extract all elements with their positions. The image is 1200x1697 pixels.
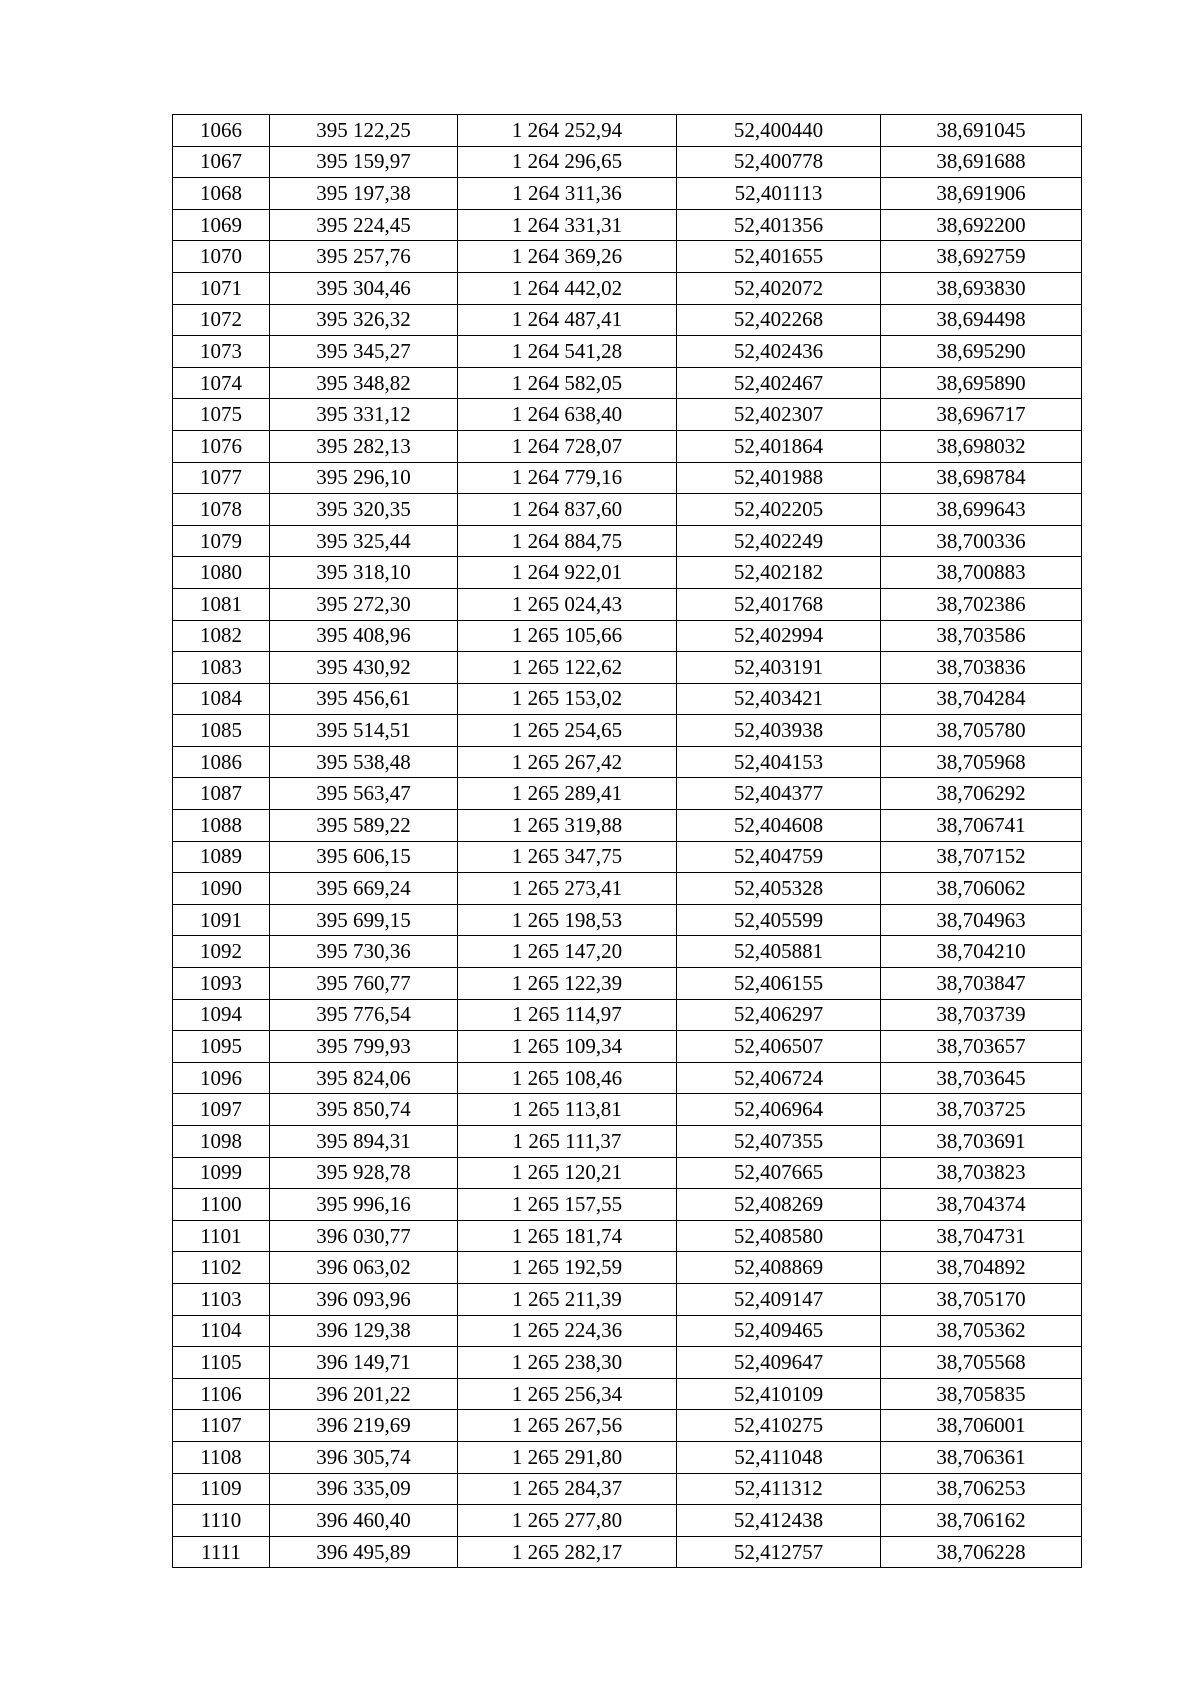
- point-number-cell: 1110: [173, 1505, 270, 1537]
- table-row: [173, 683, 1082, 715]
- table-row: [173, 746, 1082, 778]
- longitude-cell: 38,695290: [881, 336, 1082, 368]
- point-number-cell: 1090: [173, 873, 270, 905]
- point-number-cell: 1092: [173, 936, 270, 968]
- x-coordinate-cell: 395 996,16: [270, 1189, 458, 1221]
- y-coordinate-cell: 1 264 582,05: [458, 367, 677, 399]
- table-row: [173, 557, 1082, 589]
- coordinates-table: [172, 114, 1082, 1568]
- y-coordinate-cell: 1 264 311,36: [458, 178, 677, 210]
- y-coordinate-cell: 1 265 113,81: [458, 1094, 677, 1126]
- y-coordinate-cell: 1 265 273,41: [458, 873, 677, 905]
- latitude-cell: 52,402182: [677, 557, 881, 589]
- point-number-cell: 1102: [173, 1252, 270, 1284]
- table-row: [173, 904, 1082, 936]
- y-coordinate-cell: 1 265 120,21: [458, 1157, 677, 1189]
- table-row: [173, 1410, 1082, 1442]
- table-row: [173, 936, 1082, 968]
- x-coordinate-cell: 395 894,31: [270, 1126, 458, 1158]
- y-coordinate-cell: 1 264 369,26: [458, 241, 677, 273]
- latitude-cell: 52,402268: [677, 304, 881, 336]
- y-coordinate-cell: 1 265 291,80: [458, 1441, 677, 1473]
- point-number-cell: 1070: [173, 241, 270, 273]
- longitude-cell: 38,703739: [881, 999, 1082, 1031]
- latitude-cell: 52,406507: [677, 1031, 881, 1063]
- table-row: [173, 1062, 1082, 1094]
- table-row: [173, 241, 1082, 273]
- longitude-cell: 38,706001: [881, 1410, 1082, 1442]
- x-coordinate-cell: 395 606,15: [270, 841, 458, 873]
- table-row: [173, 1094, 1082, 1126]
- table-row: [173, 1126, 1082, 1158]
- table-row: [173, 873, 1082, 905]
- coordinates-table-body: [173, 115, 1082, 1568]
- x-coordinate-cell: 395 799,93: [270, 1031, 458, 1063]
- y-coordinate-cell: 1 264 331,31: [458, 209, 677, 241]
- point-number-cell: 1075: [173, 399, 270, 431]
- latitude-cell: 52,402436: [677, 336, 881, 368]
- longitude-cell: 38,704210: [881, 936, 1082, 968]
- x-coordinate-cell: 395 760,77: [270, 968, 458, 1000]
- y-coordinate-cell: 1 265 114,97: [458, 999, 677, 1031]
- latitude-cell: 52,401864: [677, 430, 881, 462]
- point-number-cell: 1067: [173, 146, 270, 178]
- longitude-cell: 38,704284: [881, 683, 1082, 715]
- y-coordinate-cell: 1 265 347,75: [458, 841, 677, 873]
- x-coordinate-cell: 395 669,24: [270, 873, 458, 905]
- table-row: [173, 1252, 1082, 1284]
- latitude-cell: 52,406724: [677, 1062, 881, 1094]
- point-number-cell: 1083: [173, 652, 270, 684]
- table-row: [173, 1505, 1082, 1537]
- x-coordinate-cell: 396 093,96: [270, 1283, 458, 1315]
- longitude-cell: 38,703725: [881, 1094, 1082, 1126]
- x-coordinate-cell: 396 149,71: [270, 1347, 458, 1379]
- y-coordinate-cell: 1 265 282,17: [458, 1536, 677, 1568]
- point-number-cell: 1105: [173, 1347, 270, 1379]
- table-row: [173, 841, 1082, 873]
- table-row: [173, 336, 1082, 368]
- point-number-cell: 1098: [173, 1126, 270, 1158]
- point-number-cell: 1089: [173, 841, 270, 873]
- x-coordinate-cell: 395 325,44: [270, 525, 458, 557]
- point-number-cell: 1111: [173, 1536, 270, 1568]
- longitude-cell: 38,691688: [881, 146, 1082, 178]
- longitude-cell: 38,703836: [881, 652, 1082, 684]
- x-coordinate-cell: 396 030,77: [270, 1220, 458, 1252]
- point-number-cell: 1095: [173, 1031, 270, 1063]
- latitude-cell: 52,409647: [677, 1347, 881, 1379]
- point-number-cell: 1073: [173, 336, 270, 368]
- x-coordinate-cell: 396 063,02: [270, 1252, 458, 1284]
- point-number-cell: 1069: [173, 209, 270, 241]
- point-number-cell: 1088: [173, 810, 270, 842]
- table-row: [173, 209, 1082, 241]
- longitude-cell: 38,694498: [881, 304, 1082, 336]
- longitude-cell: 38,693830: [881, 272, 1082, 304]
- latitude-cell: 52,406155: [677, 968, 881, 1000]
- x-coordinate-cell: 395 282,13: [270, 430, 458, 462]
- y-coordinate-cell: 1 265 267,56: [458, 1410, 677, 1442]
- longitude-cell: 38,705362: [881, 1315, 1082, 1347]
- latitude-cell: 52,410109: [677, 1378, 881, 1410]
- x-coordinate-cell: 395 224,45: [270, 209, 458, 241]
- table-row: [173, 1315, 1082, 1347]
- y-coordinate-cell: 1 265 109,34: [458, 1031, 677, 1063]
- x-coordinate-cell: 395 430,92: [270, 652, 458, 684]
- table-row: [173, 525, 1082, 557]
- y-coordinate-cell: 1 265 289,41: [458, 778, 677, 810]
- latitude-cell: 52,402994: [677, 620, 881, 652]
- point-number-cell: 1085: [173, 715, 270, 747]
- x-coordinate-cell: 395 331,12: [270, 399, 458, 431]
- y-coordinate-cell: 1 264 922,01: [458, 557, 677, 589]
- longitude-cell: 38,703823: [881, 1157, 1082, 1189]
- latitude-cell: 52,408269: [677, 1189, 881, 1221]
- latitude-cell: 52,404153: [677, 746, 881, 778]
- y-coordinate-cell: 1 265 198,53: [458, 904, 677, 936]
- latitude-cell: 52,407355: [677, 1126, 881, 1158]
- latitude-cell: 52,409147: [677, 1283, 881, 1315]
- longitude-cell: 38,691906: [881, 178, 1082, 210]
- longitude-cell: 38,705170: [881, 1283, 1082, 1315]
- x-coordinate-cell: 395 850,74: [270, 1094, 458, 1126]
- longitude-cell: 38,706253: [881, 1473, 1082, 1505]
- point-number-cell: 1074: [173, 367, 270, 399]
- y-coordinate-cell: 1 264 728,07: [458, 430, 677, 462]
- latitude-cell: 52,406964: [677, 1094, 881, 1126]
- table-row: [173, 1441, 1082, 1473]
- x-coordinate-cell: 395 345,27: [270, 336, 458, 368]
- point-number-cell: 1068: [173, 178, 270, 210]
- latitude-cell: 52,402072: [677, 272, 881, 304]
- x-coordinate-cell: 395 197,38: [270, 178, 458, 210]
- y-coordinate-cell: 1 264 487,41: [458, 304, 677, 336]
- latitude-cell: 52,400778: [677, 146, 881, 178]
- y-coordinate-cell: 1 265 267,42: [458, 746, 677, 778]
- y-coordinate-cell: 1 265 122,39: [458, 968, 677, 1000]
- table-row: [173, 115, 1082, 147]
- latitude-cell: 52,406297: [677, 999, 881, 1031]
- latitude-cell: 52,411312: [677, 1473, 881, 1505]
- point-number-cell: 1108: [173, 1441, 270, 1473]
- longitude-cell: 38,704892: [881, 1252, 1082, 1284]
- point-number-cell: 1082: [173, 620, 270, 652]
- x-coordinate-cell: 395 456,61: [270, 683, 458, 715]
- table-row: [173, 715, 1082, 747]
- x-coordinate-cell: 395 776,54: [270, 999, 458, 1031]
- point-number-cell: 1077: [173, 462, 270, 494]
- point-number-cell: 1097: [173, 1094, 270, 1126]
- longitude-cell: 38,700883: [881, 557, 1082, 589]
- longitude-cell: 38,703657: [881, 1031, 1082, 1063]
- table-row: [173, 304, 1082, 336]
- latitude-cell: 52,412438: [677, 1505, 881, 1537]
- y-coordinate-cell: 1 265 277,80: [458, 1505, 677, 1537]
- table-row: [173, 1473, 1082, 1505]
- y-coordinate-cell: 1 265 157,55: [458, 1189, 677, 1221]
- point-number-cell: 1109: [173, 1473, 270, 1505]
- table-row: [173, 810, 1082, 842]
- table-row: [173, 1189, 1082, 1221]
- point-number-cell: 1079: [173, 525, 270, 557]
- latitude-cell: 52,401988: [677, 462, 881, 494]
- longitude-cell: 38,706228: [881, 1536, 1082, 1568]
- point-number-cell: 1076: [173, 430, 270, 462]
- table-row: [173, 588, 1082, 620]
- x-coordinate-cell: 395 824,06: [270, 1062, 458, 1094]
- y-coordinate-cell: 1 265 147,20: [458, 936, 677, 968]
- longitude-cell: 38,703645: [881, 1062, 1082, 1094]
- y-coordinate-cell: 1 264 779,16: [458, 462, 677, 494]
- longitude-cell: 38,695890: [881, 367, 1082, 399]
- point-number-cell: 1071: [173, 272, 270, 304]
- table-row: [173, 1157, 1082, 1189]
- x-coordinate-cell: 395 257,76: [270, 241, 458, 273]
- x-coordinate-cell: 396 201,22: [270, 1378, 458, 1410]
- table-row: [173, 146, 1082, 178]
- x-coordinate-cell: 395 318,10: [270, 557, 458, 589]
- table-row: [173, 430, 1082, 462]
- longitude-cell: 38,705568: [881, 1347, 1082, 1379]
- latitude-cell: 52,411048: [677, 1441, 881, 1473]
- longitude-cell: 38,706361: [881, 1441, 1082, 1473]
- y-coordinate-cell: 1 264 837,60: [458, 494, 677, 526]
- x-coordinate-cell: 395 296,10: [270, 462, 458, 494]
- point-number-cell: 1106: [173, 1378, 270, 1410]
- table-row: [173, 178, 1082, 210]
- y-coordinate-cell: 1 264 541,28: [458, 336, 677, 368]
- y-coordinate-cell: 1 265 211,39: [458, 1283, 677, 1315]
- latitude-cell: 52,405599: [677, 904, 881, 936]
- latitude-cell: 52,409465: [677, 1315, 881, 1347]
- x-coordinate-cell: 395 122,25: [270, 115, 458, 147]
- latitude-cell: 52,412757: [677, 1536, 881, 1568]
- longitude-cell: 38,703847: [881, 968, 1082, 1000]
- point-number-cell: 1086: [173, 746, 270, 778]
- point-number-cell: 1093: [173, 968, 270, 1000]
- latitude-cell: 52,405881: [677, 936, 881, 968]
- x-coordinate-cell: 395 348,82: [270, 367, 458, 399]
- latitude-cell: 52,401768: [677, 588, 881, 620]
- point-number-cell: 1101: [173, 1220, 270, 1252]
- longitude-cell: 38,706292: [881, 778, 1082, 810]
- x-coordinate-cell: 395 538,48: [270, 746, 458, 778]
- y-coordinate-cell: 1 265 111,37: [458, 1126, 677, 1158]
- y-coordinate-cell: 1 265 181,74: [458, 1220, 677, 1252]
- y-coordinate-cell: 1 264 638,40: [458, 399, 677, 431]
- latitude-cell: 52,404608: [677, 810, 881, 842]
- point-number-cell: 1087: [173, 778, 270, 810]
- point-number-cell: 1107: [173, 1410, 270, 1442]
- y-coordinate-cell: 1 265 153,02: [458, 683, 677, 715]
- longitude-cell: 38,702386: [881, 588, 1082, 620]
- longitude-cell: 38,705780: [881, 715, 1082, 747]
- latitude-cell: 52,400440: [677, 115, 881, 147]
- x-coordinate-cell: 395 563,47: [270, 778, 458, 810]
- table-row: [173, 999, 1082, 1031]
- table-row: [173, 778, 1082, 810]
- longitude-cell: 38,698784: [881, 462, 1082, 494]
- y-coordinate-cell: 1 265 108,46: [458, 1062, 677, 1094]
- table-row: [173, 1283, 1082, 1315]
- table-row: [173, 652, 1082, 684]
- y-coordinate-cell: 1 265 319,88: [458, 810, 677, 842]
- x-coordinate-cell: 396 495,89: [270, 1536, 458, 1568]
- longitude-cell: 38,704374: [881, 1189, 1082, 1221]
- latitude-cell: 52,408869: [677, 1252, 881, 1284]
- longitude-cell: 38,692200: [881, 209, 1082, 241]
- latitude-cell: 52,404377: [677, 778, 881, 810]
- x-coordinate-cell: 395 159,97: [270, 146, 458, 178]
- latitude-cell: 52,402307: [677, 399, 881, 431]
- longitude-cell: 38,703586: [881, 620, 1082, 652]
- x-coordinate-cell: 395 514,51: [270, 715, 458, 747]
- y-coordinate-cell: 1 265 238,30: [458, 1347, 677, 1379]
- latitude-cell: 52,404759: [677, 841, 881, 873]
- longitude-cell: 38,705968: [881, 746, 1082, 778]
- latitude-cell: 52,410275: [677, 1410, 881, 1442]
- point-number-cell: 1066: [173, 115, 270, 147]
- table-row: [173, 399, 1082, 431]
- x-coordinate-cell: 395 326,32: [270, 304, 458, 336]
- table-row: [173, 462, 1082, 494]
- point-number-cell: 1080: [173, 557, 270, 589]
- x-coordinate-cell: 396 219,69: [270, 1410, 458, 1442]
- x-coordinate-cell: 395 928,78: [270, 1157, 458, 1189]
- latitude-cell: 52,401356: [677, 209, 881, 241]
- table-row: [173, 1220, 1082, 1252]
- point-number-cell: 1072: [173, 304, 270, 336]
- longitude-cell: 38,699643: [881, 494, 1082, 526]
- latitude-cell: 52,401655: [677, 241, 881, 273]
- table-row: [173, 1378, 1082, 1410]
- point-number-cell: 1099: [173, 1157, 270, 1189]
- y-coordinate-cell: 1 265 192,59: [458, 1252, 677, 1284]
- longitude-cell: 38,698032: [881, 430, 1082, 462]
- y-coordinate-cell: 1 265 256,34: [458, 1378, 677, 1410]
- latitude-cell: 52,403191: [677, 652, 881, 684]
- latitude-cell: 52,401113: [677, 178, 881, 210]
- x-coordinate-cell: 395 272,30: [270, 588, 458, 620]
- x-coordinate-cell: 396 129,38: [270, 1315, 458, 1347]
- x-coordinate-cell: 395 589,22: [270, 810, 458, 842]
- y-coordinate-cell: 1 265 254,65: [458, 715, 677, 747]
- x-coordinate-cell: 395 408,96: [270, 620, 458, 652]
- y-coordinate-cell: 1 265 284,37: [458, 1473, 677, 1505]
- point-number-cell: 1096: [173, 1062, 270, 1094]
- longitude-cell: 38,703691: [881, 1126, 1082, 1158]
- y-coordinate-cell: 1 264 884,75: [458, 525, 677, 557]
- longitude-cell: 38,696717: [881, 399, 1082, 431]
- table-row: [173, 620, 1082, 652]
- point-number-cell: 1081: [173, 588, 270, 620]
- x-coordinate-cell: 396 335,09: [270, 1473, 458, 1505]
- latitude-cell: 52,402205: [677, 494, 881, 526]
- longitude-cell: 38,706162: [881, 1505, 1082, 1537]
- table-row: [173, 1347, 1082, 1379]
- longitude-cell: 38,704963: [881, 904, 1082, 936]
- y-coordinate-cell: 1 264 252,94: [458, 115, 677, 147]
- x-coordinate-cell: 396 305,74: [270, 1441, 458, 1473]
- longitude-cell: 38,692759: [881, 241, 1082, 273]
- x-coordinate-cell: 395 304,46: [270, 272, 458, 304]
- point-number-cell: 1104: [173, 1315, 270, 1347]
- longitude-cell: 38,706741: [881, 810, 1082, 842]
- point-number-cell: 1091: [173, 904, 270, 936]
- longitude-cell: 38,691045: [881, 115, 1082, 147]
- y-coordinate-cell: 1 264 442,02: [458, 272, 677, 304]
- x-coordinate-cell: 396 460,40: [270, 1505, 458, 1537]
- table-row: [173, 367, 1082, 399]
- x-coordinate-cell: 395 699,15: [270, 904, 458, 936]
- latitude-cell: 52,407665: [677, 1157, 881, 1189]
- longitude-cell: 38,705835: [881, 1378, 1082, 1410]
- point-number-cell: 1103: [173, 1283, 270, 1315]
- latitude-cell: 52,403938: [677, 715, 881, 747]
- longitude-cell: 38,707152: [881, 841, 1082, 873]
- table-row: [173, 968, 1082, 1000]
- table-row: [173, 272, 1082, 304]
- table-row: [173, 1031, 1082, 1063]
- point-number-cell: 1094: [173, 999, 270, 1031]
- table-row: [173, 1536, 1082, 1568]
- point-number-cell: 1084: [173, 683, 270, 715]
- latitude-cell: 52,402249: [677, 525, 881, 557]
- longitude-cell: 38,706062: [881, 873, 1082, 905]
- latitude-cell: 52,405328: [677, 873, 881, 905]
- latitude-cell: 52,403421: [677, 683, 881, 715]
- y-coordinate-cell: 1 265 024,43: [458, 588, 677, 620]
- x-coordinate-cell: 395 320,35: [270, 494, 458, 526]
- longitude-cell: 38,700336: [881, 525, 1082, 557]
- y-coordinate-cell: 1 265 122,62: [458, 652, 677, 684]
- latitude-cell: 52,408580: [677, 1220, 881, 1252]
- x-coordinate-cell: 395 730,36: [270, 936, 458, 968]
- y-coordinate-cell: 1 264 296,65: [458, 146, 677, 178]
- latitude-cell: 52,402467: [677, 367, 881, 399]
- point-number-cell: 1078: [173, 494, 270, 526]
- point-number-cell: 1100: [173, 1189, 270, 1221]
- y-coordinate-cell: 1 265 105,66: [458, 620, 677, 652]
- table-row: [173, 494, 1082, 526]
- y-coordinate-cell: 1 265 224,36: [458, 1315, 677, 1347]
- longitude-cell: 38,704731: [881, 1220, 1082, 1252]
